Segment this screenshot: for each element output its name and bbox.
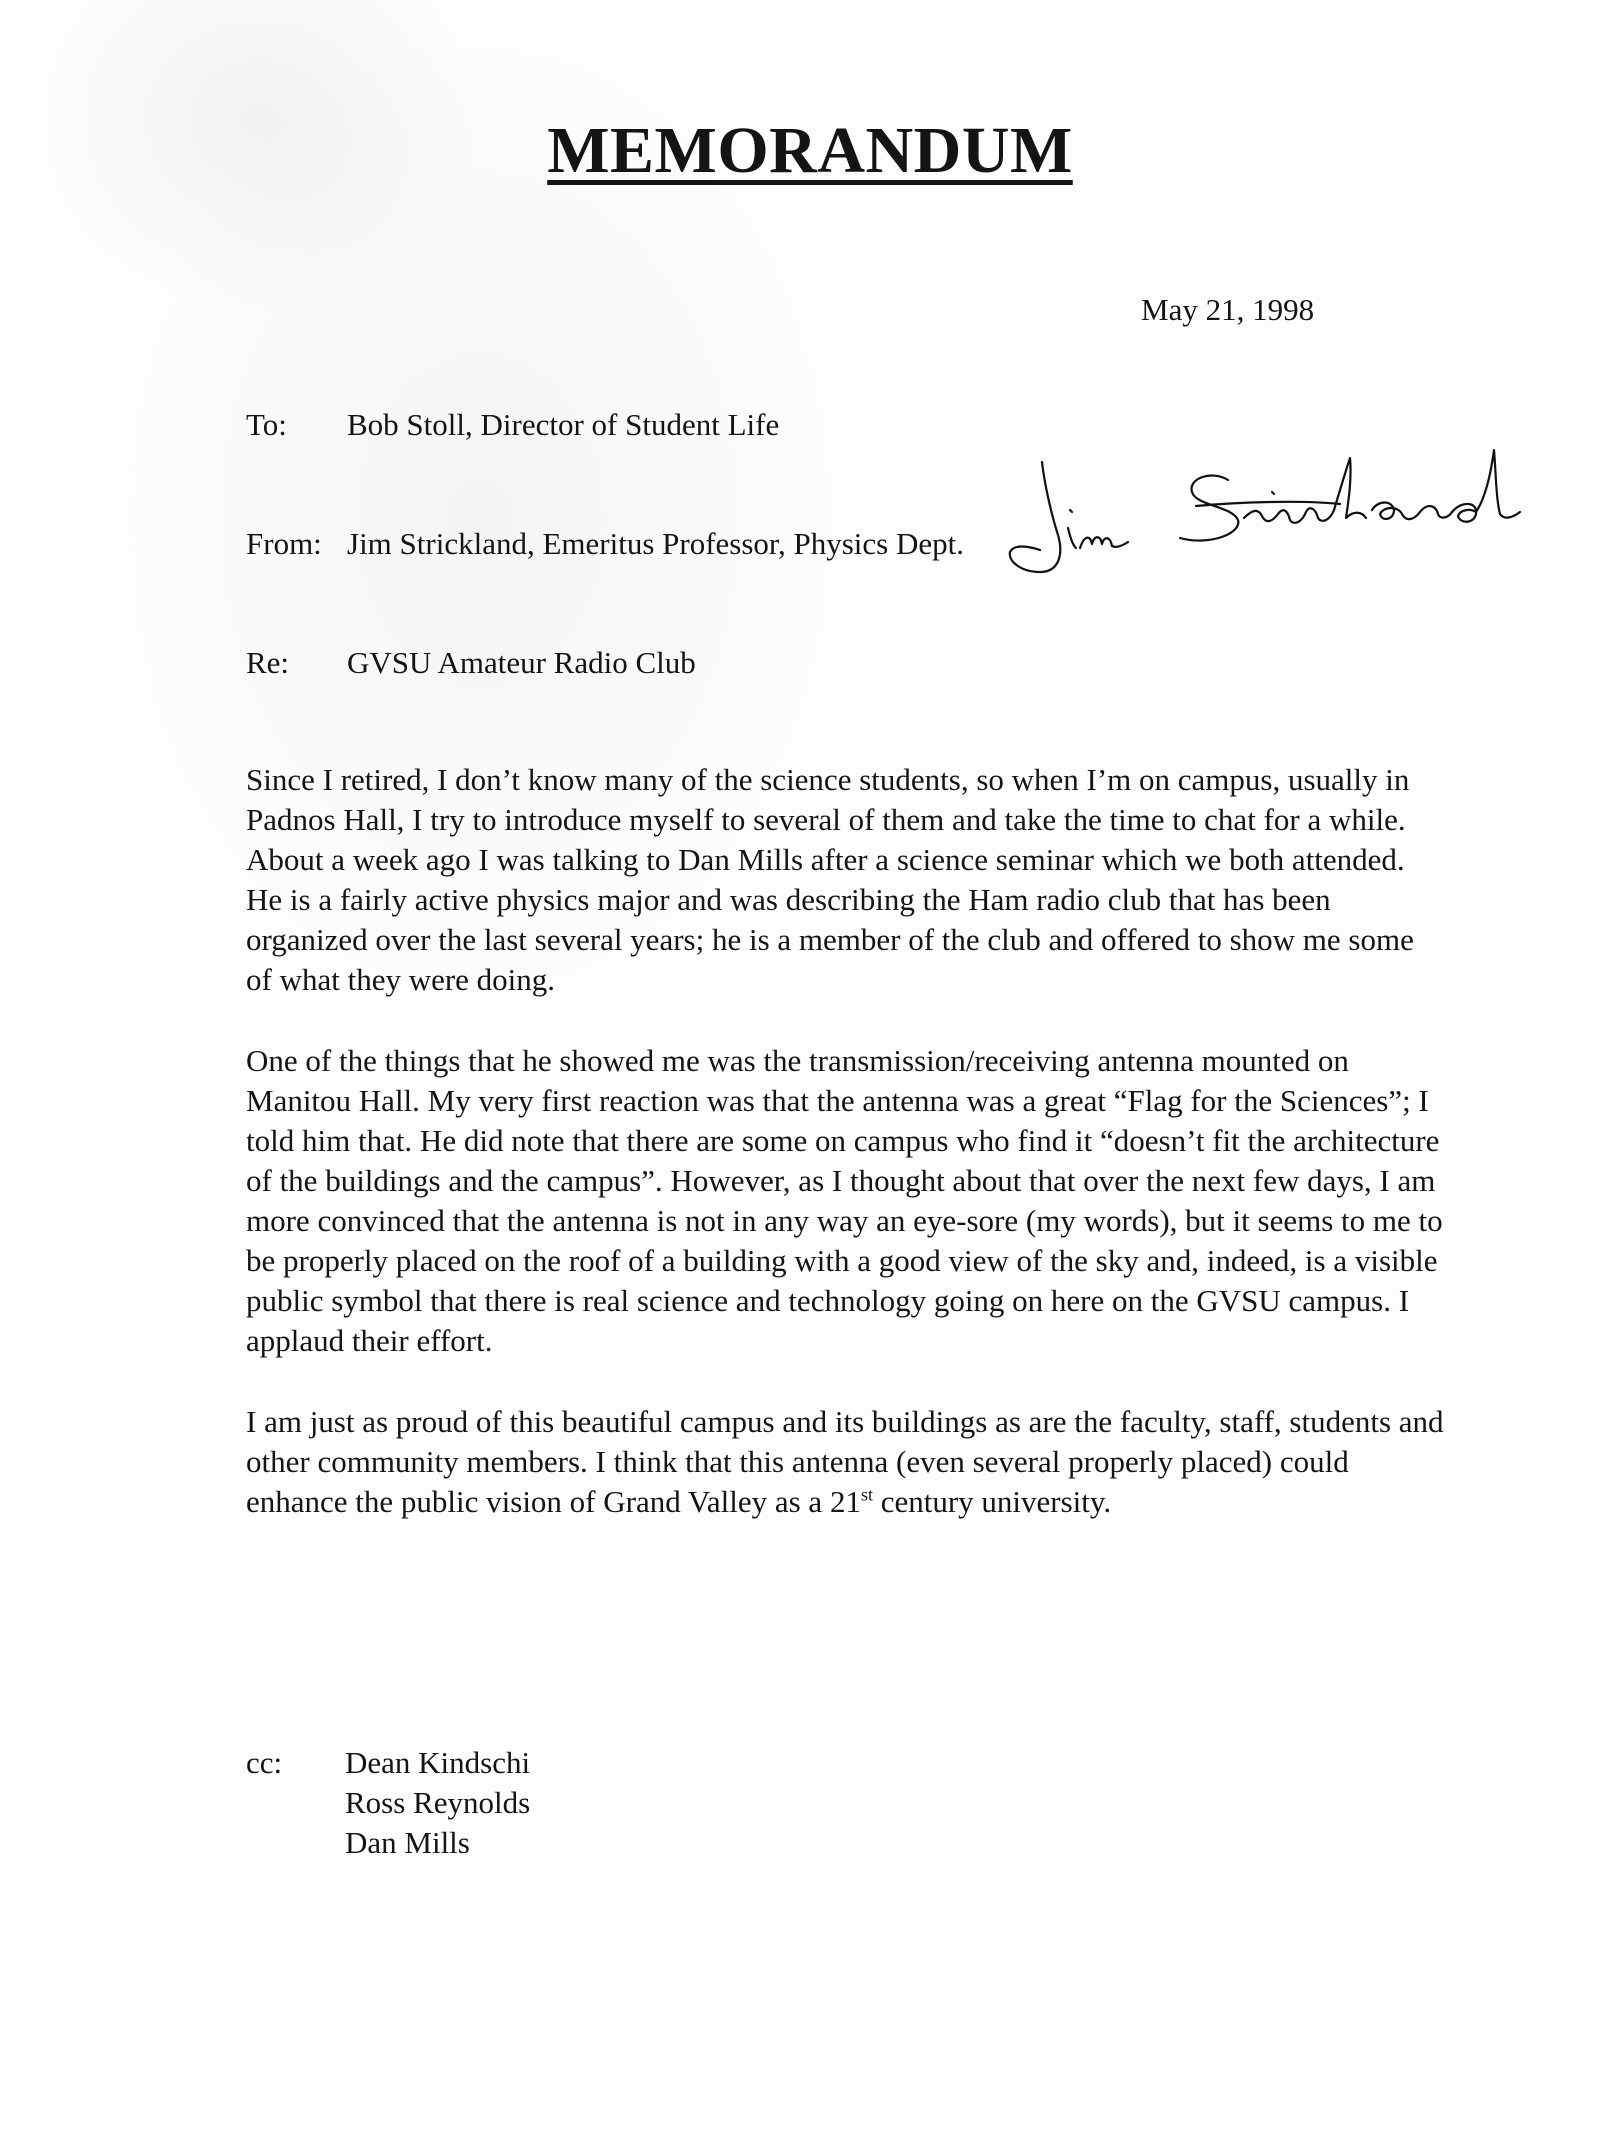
to-value: Bob Stoll, Director of Student Life [347, 407, 780, 442]
body-paragraph-2: One of the things that he showed me was the transmission/receiving antenna mounted on Manitou Hall. My very first reaction was that the antenna was a great “Flag for the Sciences”; I told him that. He did note that there are some on campus who find it “doesn’t fit the architecture of the buildings and the campus”. However, as I thought about that over the next few days, I am more convinced that the antenna is not in any way an eye-sore (my words), but it seems to me to be properly placed on the roof of a building with a good view of the sky and, indeed, is a visible public symbol that there is real science and technology going on here on the GVSU campus. I applaud their effort. [246, 1043, 1443, 1358]
memo-title: MEMORANDUM [547, 114, 1073, 187]
to-label: To: [246, 407, 287, 442]
cc-list [345, 1743, 745, 1863]
ordinal-superscript: st [860, 1484, 873, 1505]
handwritten-signature [1000, 440, 1540, 590]
cc-recipient: Dean Kindschi [345, 1745, 531, 1780]
from-value: Jim Strickland, Emeritus Professor, Physics Dept. [347, 526, 964, 561]
body-paragraph-3 [246, 1402, 1446, 1522]
body-paragraph-3-end: century university. [872, 1484, 1112, 1519]
from-label: From: [246, 526, 322, 561]
re-label: Re: [246, 645, 290, 680]
cc-recipient: Ross Reynolds [345, 1785, 531, 1820]
body-paragraph-3-text: I am just as proud of this beautiful campus and its buildings as are the faculty, staff, students and other community members. I think that this antenna (even several properly placed) could enhance the public vision of Grand Valley as a 21 [246, 1404, 1444, 1519]
memo-date: May 21, 1998 [1141, 292, 1315, 327]
memo-body [246, 760, 1446, 1563]
re-value: GVSU Amateur Radio Club [347, 645, 696, 680]
cc-label: cc: [246, 1745, 283, 1780]
body-paragraph-1: Since I retired, I don’t know many of the science students, so when I’m on campus, usually in Padnos Hall, I try to introduce myself to several of them and take the time to chat for a while. About a week ago I was talking to Dan Mills after a science seminar which we both attended. He is a fairly active physics major and was describing the Ham radio club that has been organized over the last several years; he is a member of the club and offered to show me some of what they were doing. [246, 762, 1414, 997]
cc-recipient: Dan Mills [345, 1825, 470, 1860]
